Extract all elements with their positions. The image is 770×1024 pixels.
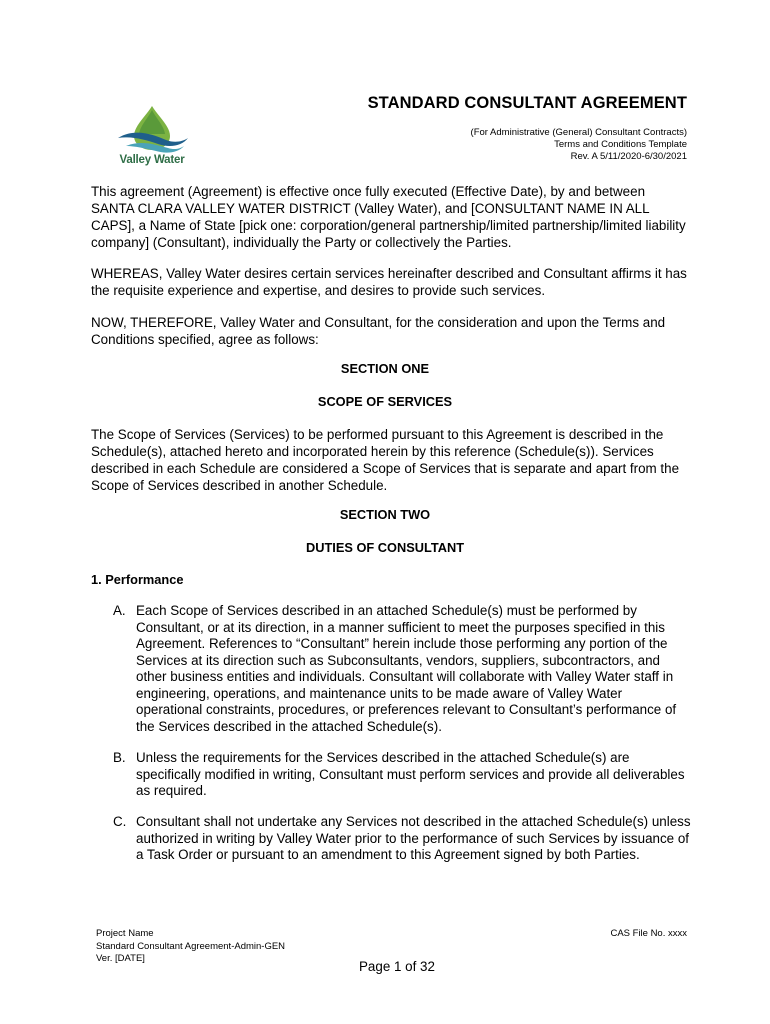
footer-document-name: Standard Consultant Agreement-Admin-GEN xyxy=(96,940,286,952)
list-item xyxy=(113,603,693,737)
list-item-text: Unless the requirements for the Services described in the attached Schedule(s) are specifically modified in writing, Consultant must perform services and provide all deliverables as required. xyxy=(136,750,685,798)
water-drop-icon xyxy=(112,104,192,156)
valley-water-logo xyxy=(112,104,192,170)
list-item-label: A. xyxy=(113,603,126,618)
subtitle-contract-type: (For Administrative (General) Consultant Contracts) xyxy=(470,127,687,138)
subtitle-revision: Rev. A 5/11/2020-6/30/2021 xyxy=(570,151,687,162)
intro-paragraph: This agreement (Agreement) is effective once fully executed (Effective Date), by and between SANTA CLARA VALLEY WATER DISTRICT (Valley Water), and [CONSULTANT NAME IN ALL CAPS], a Name of State [pick one: corporation/general partnership/limited partnership/limited liability company] (Consultant), individually the Party or collectively the Parties. xyxy=(91,184,686,250)
logo-text: Valley Water xyxy=(119,154,185,166)
footer-cas-file: CAS File No. xxxx xyxy=(610,928,687,939)
scope-of-services-paragraph: The Scope of Services (Services) to be performed pursuant to this Agreement is described in the Schedule(s), attached hereto and incorporated herein by this reference (Schedule(s)). Services described in each Schedule are considered a Scope of Services that is separate and apart from the Scope of Services described in another Schedule. xyxy=(91,427,680,493)
footer-version: Ver. [DATE] xyxy=(96,953,145,964)
list-item-label: C. xyxy=(113,814,127,829)
now-therefore-paragraph: NOW, THEREFORE, Valley Water and Consultant, for the consideration and upon the Terms and Conditions specified, agree as follows: xyxy=(91,315,666,347)
list-item xyxy=(113,750,693,802)
performance-heading: 1. Performance xyxy=(91,572,184,587)
page-number: Page 1 of 32 xyxy=(359,959,435,974)
list-item xyxy=(113,814,693,882)
subtitle-template: Terms and Conditions Template xyxy=(554,139,687,150)
section-two-heading: SECTION TWO xyxy=(339,507,431,522)
section-one-heading: SECTION ONE xyxy=(340,361,430,376)
list-item-text: Consultant shall not undertake any Services not described in the attached Schedule(s) unless authorized in writing by Valley Water prior to the performance of such Services by issuance of a Task Order or pursuant to an amendment to this Agreement signed by both Parties. xyxy=(136,814,691,862)
duties-of-consultant-heading: DUTIES OF CONSULTANT xyxy=(305,540,465,555)
whereas-paragraph: WHEREAS, Valley Water desires certain services hereinafter described and Consultant affirms it has the requisite experience and expertise, and desires to provide such services. xyxy=(91,266,687,298)
list-item-text: Each Scope of Services described in an attached Schedule(s) must be performed by Consultant, or at its direction, in a manner sufficient to meet the purposes specified in this Agreement. References to “Consultant” herein include those performing any portion of the Services at its direction such as Subconsultants, vendors, suppliers, subcontractors, and other business entities and individuals. Consultant will collaborate with Valley Water staff in engineering, operations, and maintenance units to be made aware of Valley Water operational constraints, procedures, or preferences relevant to Consultant’s performance of the Services described in the attached Schedule(s). xyxy=(136,603,677,734)
footer-left xyxy=(96,928,285,966)
list-item-label: B. xyxy=(113,750,126,765)
scope-of-services-heading: SCOPE OF SERVICES xyxy=(317,394,453,409)
footer-project-name: Project Name xyxy=(96,928,154,939)
document-title: STANDARD CONSULTANT AGREEMENT xyxy=(367,94,687,112)
